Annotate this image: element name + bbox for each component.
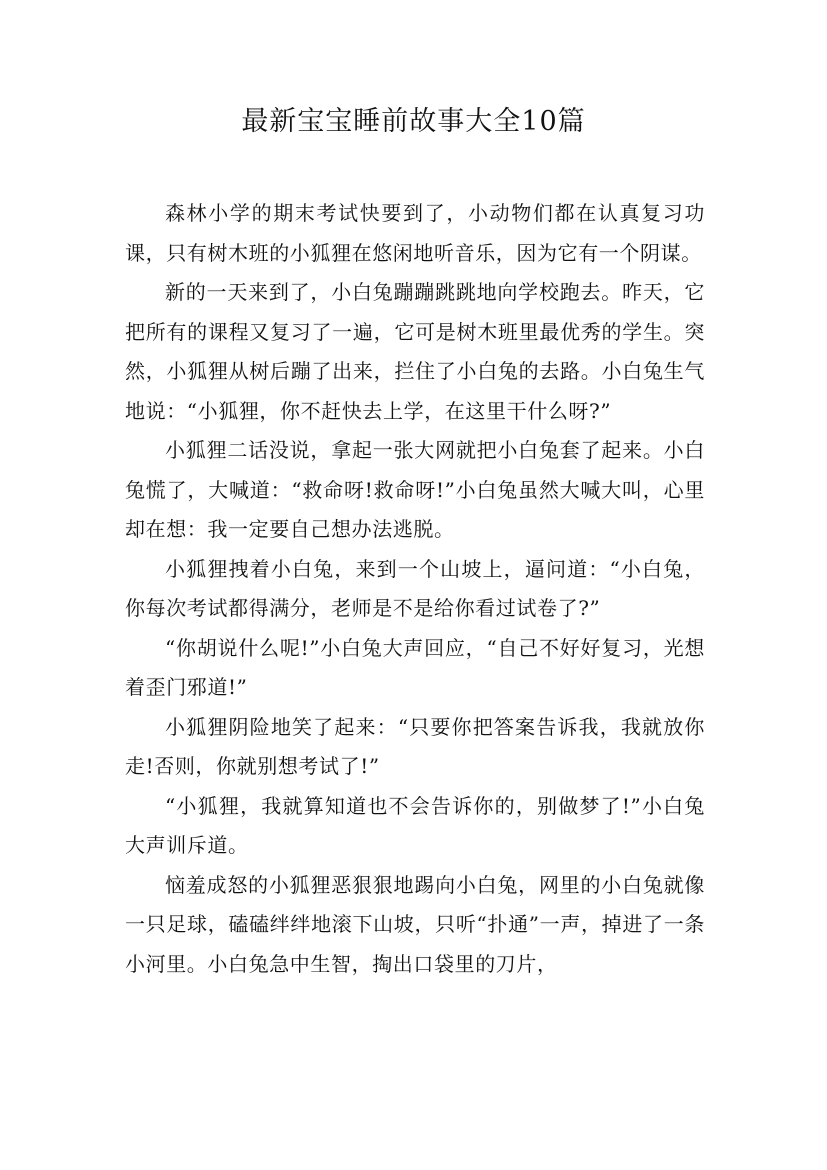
story-body	[125, 194, 705, 984]
paragraph: 森林小学的期末考试快要到了，小动物们都在认真复习功课，只有树木班的小狐狸在悠闲地听音乐，因为它有一个阴谋。	[125, 201, 705, 265]
document-title: 最新宝宝睡前故事大全10篇	[241, 106, 586, 137]
paragraph: 小狐狸阴险地笑了起来：“只要你把答案告诉我，我就放你走!否则，你就别想考试了!”	[125, 714, 705, 778]
paragraph: 新的一天来到了，小白兔蹦蹦跳跳地向学校跑去。昨天，它把所有的课程又复习了一遍，它可是树木班里最优秀的学生。突然，小狐狸从树后蹦了出来，拦住了小白兔的去路。小白兔生气地说：“小狐狸，你不赶快去上学，在这里干什么呀?”	[125, 280, 705, 423]
paragraph: 小狐狸二话没说，拿起一张大网就把小白兔套了起来。小白兔慌了，大喊道：“救命呀!救命呀!”小白兔虽然大喊大叫，心里却在想：我一定要自己想办法逃脱。	[125, 438, 705, 541]
paragraph: “小狐狸，我就算知道也不会告诉你的，别做梦了!”小白兔大声训斥道。	[125, 793, 705, 857]
paragraph: 恼羞成怒的小狐狸恶狠狠地踢向小白兔，网里的小白兔就像一只足球，磕磕绊绊地滚下山坡，只听“扑通”一声，掉进了一条小河里。小白兔急中生智，掏出口袋里的刀片，	[125, 872, 705, 976]
paragraph: 小狐狸拽着小白兔，来到一个山坡上，逼问道：“小白兔，你每次考试都得满分，老师是不是给你看过试卷了?”	[125, 556, 705, 620]
paragraph: “你胡说什么呢!”小白兔大声回应，“自己不好好复习，光想着歪门邪道!”	[125, 635, 705, 699]
